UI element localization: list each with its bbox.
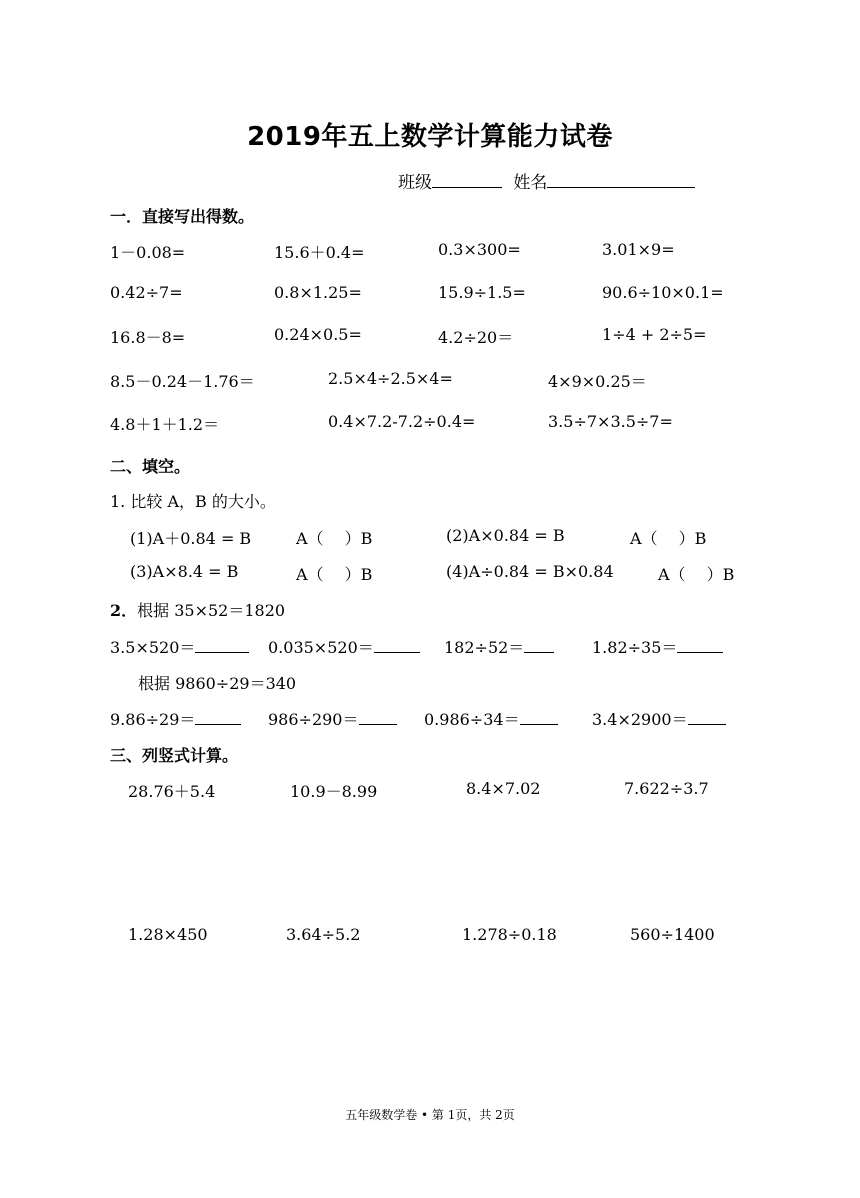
fill-problem: 0.986÷34＝ bbox=[424, 707, 558, 730]
problem: 15.6＋0.4= bbox=[274, 243, 365, 262]
problem: 4.2÷20＝ bbox=[438, 328, 514, 347]
item-number: (3) bbox=[130, 562, 153, 581]
answer-blank[interactable] bbox=[374, 638, 420, 653]
problem: 0.24×0.5= bbox=[274, 325, 362, 344]
vertical-problem: 10.9－8.99 bbox=[290, 782, 378, 801]
question-text: 根据 35×52＝1820 bbox=[137, 601, 286, 620]
answer-blank[interactable] bbox=[524, 638, 554, 653]
class-label: 班级 bbox=[398, 173, 432, 193]
compare-blank[interactable]: A（ ）B bbox=[296, 565, 373, 584]
answer-blank[interactable] bbox=[677, 638, 723, 653]
item-expr: A÷0.84 = B×0.84 bbox=[468, 562, 614, 581]
problem: 16.8－8= bbox=[110, 328, 186, 347]
vertical-problem: 1.28×450 bbox=[128, 925, 208, 944]
compare-blank[interactable]: A（ ）B bbox=[658, 565, 735, 584]
problem: 2.5×4÷2.5×4= bbox=[328, 369, 453, 388]
answer-blank[interactable] bbox=[520, 710, 558, 725]
answer-blank[interactable] bbox=[195, 710, 241, 725]
answer-blank[interactable] bbox=[359, 710, 397, 725]
compare-item-2 bbox=[446, 526, 565, 545]
problem: 0.3×300= bbox=[438, 240, 521, 259]
fill-problem: 0.035×520＝ bbox=[268, 635, 420, 658]
item-number: (2) bbox=[446, 526, 469, 545]
problem: 3.5÷7×3.5÷7= bbox=[548, 412, 673, 431]
fill-problem: 3.5×520＝ bbox=[110, 635, 249, 658]
answer-blank[interactable] bbox=[195, 638, 249, 653]
name-blank[interactable] bbox=[547, 171, 695, 188]
class-field bbox=[398, 168, 695, 193]
compare-blank[interactable]: A（ ）B bbox=[296, 529, 373, 548]
compare-item-1 bbox=[130, 526, 251, 549]
item-number: (1) bbox=[130, 529, 153, 548]
problem: 8.5－0.24－1.76＝ bbox=[110, 372, 255, 391]
problem: 1÷4 + 2÷5= bbox=[602, 325, 707, 344]
question2-substem: 根据 9860÷29＝340 bbox=[138, 674, 297, 693]
page-footer: 五年级数学卷 • 第 1页，共 2页 bbox=[345, 1108, 515, 1122]
fill-problem: 986÷290＝ bbox=[268, 707, 397, 730]
problem: 1－0.08= bbox=[110, 243, 186, 262]
problem: 0.4×7.2-7.2÷0.4= bbox=[328, 412, 476, 431]
vertical-problem: 560÷1400 bbox=[630, 925, 715, 944]
fill-problem: 9.86÷29＝ bbox=[110, 707, 241, 730]
vertical-problem: 1.278÷0.18 bbox=[462, 925, 557, 944]
answer-blank[interactable] bbox=[688, 710, 726, 725]
problem: 0.42÷7= bbox=[110, 283, 183, 302]
vertical-problem: 28.76＋5.4 bbox=[128, 782, 216, 801]
vertical-problem: 7.622÷3.7 bbox=[624, 779, 709, 798]
item-expr: A×8.4 = B bbox=[152, 562, 239, 581]
question2-stem bbox=[110, 598, 285, 621]
problem: 3.01×9= bbox=[602, 240, 675, 259]
fill-problem: 182÷52＝ bbox=[444, 635, 554, 658]
compare-blank[interactable]: A（ ）B bbox=[630, 529, 707, 548]
vertical-problem: 3.64÷5.2 bbox=[286, 925, 361, 944]
name-label: 姓名 bbox=[513, 173, 548, 193]
section1-heading: 一．直接写出得数。 bbox=[110, 207, 255, 226]
compare-item-3 bbox=[130, 562, 238, 581]
item-number: (4) bbox=[446, 562, 469, 581]
problem: 15.9÷1.5= bbox=[438, 283, 526, 302]
fill-problem: 1.82÷35＝ bbox=[592, 635, 723, 658]
question-number: 2． bbox=[110, 601, 138, 620]
problem: 90.6÷10×0.1= bbox=[602, 283, 724, 302]
problem: 0.8×1.25= bbox=[274, 283, 362, 302]
problem: 4.8＋1＋1.2＝ bbox=[110, 415, 220, 434]
page-title: 2019年五上数学计算能力试卷 bbox=[247, 122, 613, 152]
class-blank[interactable] bbox=[432, 171, 502, 188]
vertical-problem: 8.4×7.02 bbox=[466, 779, 541, 798]
item-expr: A＋0.84 = B bbox=[152, 529, 252, 548]
section2-heading: 二、填空。 bbox=[110, 457, 191, 476]
fill-problem: 3.4×2900＝ bbox=[592, 707, 726, 730]
compare-item-4 bbox=[446, 562, 614, 581]
item-expr: A×0.84 = B bbox=[468, 526, 565, 545]
question1-stem: 1. 比较 A，B 的大小。 bbox=[110, 492, 276, 511]
section3-heading: 三、列竖式计算。 bbox=[110, 746, 239, 765]
problem: 4×9×0.25＝ bbox=[548, 372, 647, 391]
